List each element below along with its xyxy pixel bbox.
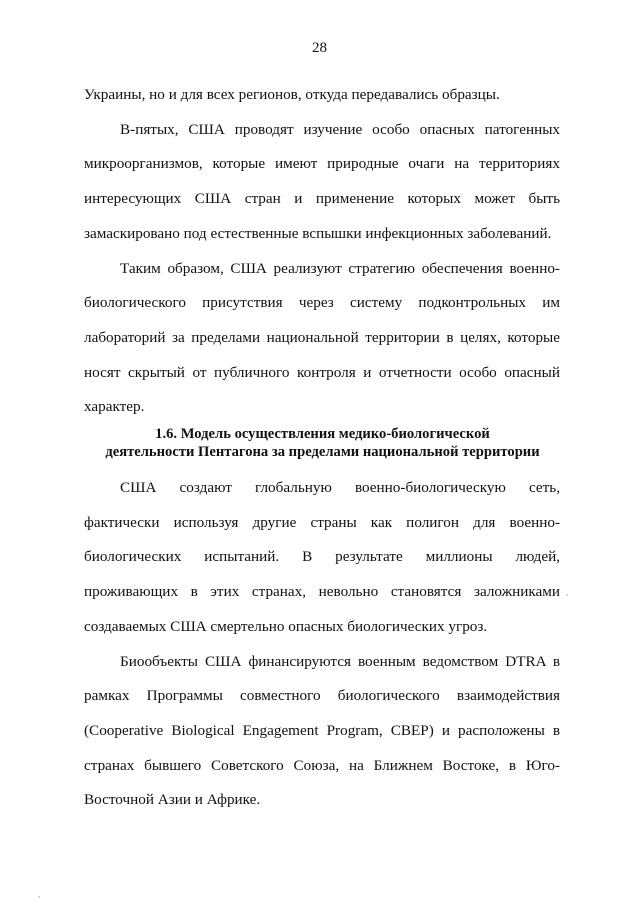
section-heading xyxy=(70,425,575,461)
section-heading-line-1: 1.6. Модель осуществления медико-биологической xyxy=(155,426,490,442)
paragraph-fifth-point: В-пятых, США проводят изучение особо опасных патогенных микроорганизмов, которые имеют природные очаги на территориях интересующих США стран и применение которых может быть замаскировано под естественные вспышки инфекционных заболеваний. xyxy=(84,120,560,242)
scan-speck xyxy=(38,896,40,898)
body-text-top xyxy=(84,78,560,425)
paragraph-conclusion: Таким образом, США реализуют стратегию обеспечения военно-биологического присутствия через систему подконтрольных им лабораторий за пределами национальной территории в целях, которые носят скрытый от публичного контроля и отчетности особо опасный характер. xyxy=(84,259,560,416)
scan-speck xyxy=(566,594,568,596)
paragraph-global-network: США создают глобальную военно-биологическую сеть, фактически используя другие страны как полигон для военно-биологических испытаний. В результате миллионы людей, проживающих в этих странах, невольно становятся заложниками создаваемых США смертельно опасных биологических угроз. xyxy=(84,479,560,635)
section-heading-line-2: деятельности Пентагона за пределами национальной территории xyxy=(105,444,540,460)
section-body xyxy=(84,471,560,818)
paragraph-funding: Биообъекты США финансируются военным ведомством DTRA в рамках Программы совместного биологического взаимодействия (Cooperative Biological Engagement Program, CBEP) и расположены в странах бывшего Советского Союза, на Ближнем Востоке, в Юго-Восточной Азии и Африке. xyxy=(84,652,560,809)
paragraph-continuation: Украины, но и для всех регионов, откуда передавались образцы. xyxy=(84,86,500,103)
page-number: 28 xyxy=(312,40,327,56)
